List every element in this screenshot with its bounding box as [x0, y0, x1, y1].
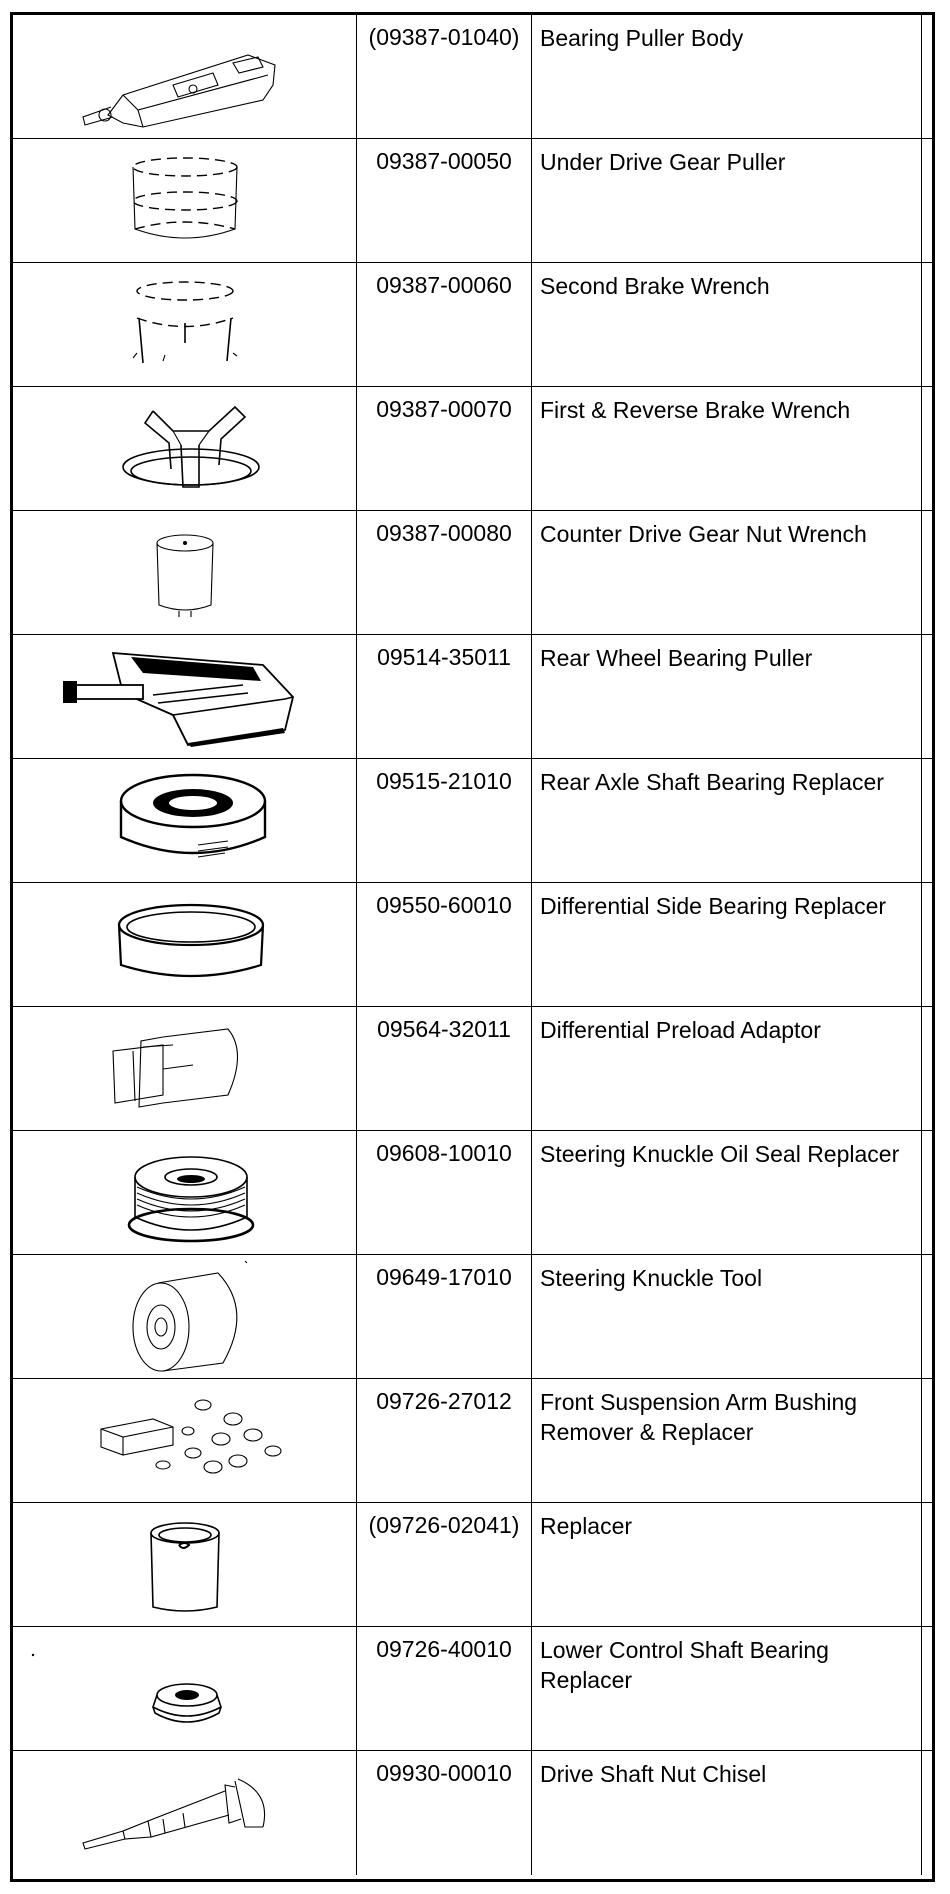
cup-replacer-icon	[13, 1503, 357, 1626]
blank-column	[922, 635, 932, 758]
three-arm-wrench-icon	[13, 387, 357, 510]
table-row	[13, 1131, 932, 1255]
table-row	[13, 1627, 932, 1751]
small-nut-icon	[13, 1627, 357, 1750]
part-number: 09550-60010	[357, 883, 532, 1006]
tool-name: Rear Axle Shaft Bearing Replacer	[532, 759, 922, 882]
brake-wrench-icon	[13, 263, 357, 386]
ring-puller-icon	[13, 139, 357, 262]
tool-illustration-cell	[13, 1751, 357, 1875]
blank-column	[922, 1503, 932, 1626]
tool-illustration-cell	[13, 883, 357, 1006]
blank-column	[922, 1255, 932, 1378]
tool-name: Second Brake Wrench	[532, 263, 922, 386]
tool-name: Replacer	[532, 1503, 922, 1626]
tool-illustration-cell	[13, 1255, 357, 1378]
blank-column	[922, 1379, 932, 1502]
tool-name: Under Drive Gear Puller	[532, 139, 922, 262]
table-row	[13, 387, 932, 511]
tool-name: First & Reverse Brake Wrench	[532, 387, 922, 510]
bushing-kit-icon	[13, 1379, 357, 1502]
blank-column	[922, 387, 932, 510]
blank-column	[922, 15, 932, 138]
tool-name: Steering Knuckle Oil Seal Replacer	[532, 1131, 922, 1254]
part-number: 09608-10010	[357, 1131, 532, 1254]
tool-illustration-cell	[13, 635, 357, 758]
table-row	[13, 1255, 932, 1379]
tool-illustration-cell	[13, 1627, 357, 1750]
table-row	[13, 1007, 932, 1131]
tool-illustration-cell	[13, 759, 357, 882]
blank-column	[922, 759, 932, 882]
part-number: 09726-40010	[357, 1627, 532, 1750]
slotted-tube-icon	[13, 1007, 357, 1130]
part-number: 09387-00070	[357, 387, 532, 510]
table-row	[13, 1751, 932, 1875]
thick-ring-icon	[13, 759, 357, 882]
tool-illustration-cell	[13, 387, 357, 510]
threaded-ring-icon	[13, 1131, 357, 1254]
tool-illustration-cell	[13, 263, 357, 386]
blank-column	[922, 1007, 932, 1130]
bearing-puller-body-icon	[13, 15, 357, 138]
tool-name: Counter Drive Gear Nut Wrench	[532, 511, 922, 634]
part-number: 09726-27012	[357, 1379, 532, 1502]
part-number: 09930-00010	[357, 1751, 532, 1875]
table-row	[13, 139, 932, 263]
socket-wrench-icon	[13, 511, 357, 634]
part-number: 09514-35011	[357, 635, 532, 758]
blank-column	[922, 1751, 932, 1875]
blank-column	[922, 263, 932, 386]
blank-column	[922, 1131, 932, 1254]
blank-column	[922, 511, 932, 634]
table-row	[13, 1379, 932, 1503]
table-row	[13, 15, 932, 139]
blank-column	[922, 883, 932, 1006]
blank-column	[922, 139, 932, 262]
part-number: 09649-17010	[357, 1255, 532, 1378]
tool-name: Differential Side Bearing Replacer	[532, 883, 922, 1006]
tool-table	[10, 12, 935, 1882]
part-number: (09726-02041)	[357, 1503, 532, 1626]
flat-ring-icon	[13, 883, 357, 1006]
blank-column	[922, 1627, 932, 1750]
part-number: 09564-32011	[357, 1007, 532, 1130]
table-row	[13, 883, 932, 1007]
tool-name: Lower Control Shaft Bearing Replacer	[532, 1627, 922, 1750]
part-number: 09515-21010	[357, 759, 532, 882]
tool-illustration-cell	[13, 1503, 357, 1626]
part-number: (09387-01040)	[357, 15, 532, 138]
table-row	[13, 1503, 932, 1627]
tool-name: Steering Knuckle Tool	[532, 1255, 922, 1378]
part-number: 09387-00080	[357, 511, 532, 634]
chisel-icon	[13, 1751, 357, 1874]
tool-name: Rear Wheel Bearing Puller	[532, 635, 922, 758]
wheel-bearing-puller-icon	[13, 635, 357, 758]
tool-name: Differential Preload Adaptor	[532, 1007, 922, 1130]
tool-illustration-cell	[13, 511, 357, 634]
tool-illustration-cell	[13, 1007, 357, 1130]
tool-illustration-cell	[13, 1131, 357, 1254]
cylinder-tool-icon	[13, 1255, 357, 1378]
tool-illustration-cell	[13, 15, 357, 138]
tool-name: Front Suspension Arm Bushing Remover & Replacer	[532, 1379, 922, 1502]
tool-name: Bearing Puller Body	[532, 15, 922, 138]
tool-illustration-cell	[13, 139, 357, 262]
part-number: 09387-00050	[357, 139, 532, 262]
tool-illustration-cell	[13, 1379, 357, 1502]
table-row	[13, 263, 932, 387]
table-row	[13, 511, 932, 635]
table-row	[13, 635, 932, 759]
table-row	[13, 759, 932, 883]
part-number: 09387-00060	[357, 263, 532, 386]
tool-name: Drive Shaft Nut Chisel	[532, 1751, 922, 1875]
